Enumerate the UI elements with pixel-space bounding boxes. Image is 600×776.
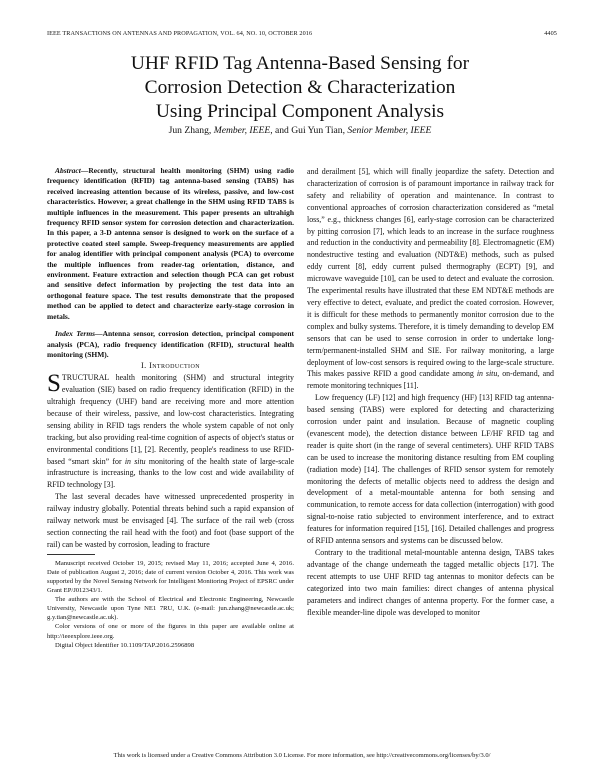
- author-role: Member, IEEE: [213, 125, 271, 136]
- right-column: [307, 166, 554, 618]
- body-paragraph: The last several decades have witnessed unprecedented prosperity in railway industry globally. Potential threats behind such a rapid expansion of railway network must be envisaged [4]. The surface of the rail web (cross section connecting the rail head with the foot) and foot (base support of the rail) can be wasted by corrosion, leading to fracture: [47, 492, 294, 549]
- title-line: UHF RFID Tag Antenna-Based Sensing for: [130, 53, 470, 74]
- drop-cap: S: [47, 370, 61, 398]
- index-terms-label: Index Terms—: [55, 329, 103, 339]
- footnote: The authors are with the School of Electrical and Electronic Engineering, Newcastle University, Newcastle upon Tyne NE1 7RU, U.K. (e-mail: jun.zhang@newcastle.ac.uk; g.y.tian@newcastle.ac.uk).: [47, 596, 294, 622]
- intro-text-end: monitoring of the health state of large-scale infrastructure is increasing, thanks to the low cost and wide availability of RFID technology [3].: [47, 456, 294, 490]
- footnote: Digital Object Identifier 10.1109/TAP.2016.2596898: [55, 641, 195, 649]
- intro-italic: in situ: [124, 456, 146, 466]
- abstract-text: Recently, structural health monitoring (SHM) using radio frequency identification (RFID) tag antenna-based sensing (TABS) has received increasing attention because of its wireless, passive, and low-cost characteristics. However, a great challenge in the SHM using RFID TABS is multiple influences in the measurement. This paper presents an ultrahigh frequency RFID sensor system for corrosion detection and characterization. In this paper, a 3-D antenna sensor is designed to work on the surface of a protective coated steel sample. Sweep-frequency measurements are applied for analog identifier with principal component analysis (PCA) to overcome the multiple influences from reader-tag orientation, distance, and environment. Feature extraction and selection though PCA can get robust and sensitive defect information by projecting the test data into an orthogonal feature space. The test results demonstrate that the proposed method can be applied to detect and characterize early-stage corrosion in metals.: [47, 166, 294, 321]
- intro-paragraph: [47, 372, 294, 491]
- section-heading: I. Introduction: [141, 361, 200, 371]
- body-text-end: , on-demand, and remote monitoring techniques [11].: [307, 369, 554, 391]
- body-text: and derailment [5], which will finally jeopardize the safety. Detection and characterization of corrosion is of paramount importance in railway track for safety and reliability of operation and maintenance. In contrast to conventional approaches of corrosion characterization considered as “metal loss,” e.g., thickness changes [6], early-stage corrosion can be characterized by pitting corrosion [7], which leads to an increase in the surface roughness and reduction in the conductivity and permeability [8]. Electromagnetic (EM) nondestructive testing and evaluation (NDT&E) methods, such as pulsed eddy current [8], eddy current pulsed thermography (ECPT) [9], and microwave waveguide [10], can be used to detect and evaluate the corrosion. The experimental results have illustrated that these EM NDT&E methods are very effective to detect, evaluate, and predict the coated corrosion. However, it is difficult for these methods to permanently monitor corrosion due to the complex and bulky systems. Therefore, it is timely demanding to develop EM sensors that can be used to sense corrosion in order to undertake long-term/permanent-installed SHM and SIE. For railway monitoring, a large deployment of low-cost sensors is required owing to the large-scale structure. This makes passive RFID a good candidate among: [307, 167, 554, 379]
- title-line: Using Principal Component Analysis: [155, 101, 445, 122]
- intro-text: TRUCTURAL health monitoring (SHM) and structural integrity evaluation (SIE) based on radio frequency identification (RFID) in the ultrahigh frequency (UHF) band are receiving more and more attention because of their wireless, passive, and low-cost characteristics. Integrating sensing ability in RFID tags renders the whole system capable of not only tracking, but also providing real-time cognition of aspects of object's status or environmental conditions [1], [2]. Recently, people's readiness to use RFID-based “smart skin” for: [47, 373, 294, 466]
- author-line: [40, 125, 560, 136]
- body-paragraph: [307, 166, 554, 392]
- body-paragraph: Contrary to the traditional metal-mountable antenna design, TABS takes advantage of the change underneath the tagged metallic objects [17]. The recent attempts to use UHF RFID tag antennas to monitor defects can be categorized into two main families: direct changes of antenna physical parameters and indirect changes of antenna property. For the former case, a flexible meander-line dipole was developed to monitor: [307, 548, 554, 617]
- left-column: [47, 166, 294, 650]
- author-joiner: , and Gui Yun Tian,: [270, 125, 345, 136]
- abstract: [47, 166, 294, 322]
- running-header: [47, 30, 557, 37]
- footnote-rule: [47, 554, 95, 555]
- journal-name: IEEE TRANSACTIONS ON ANTENNAS AND PROPAGATION, VOL. 64, NO. 10, OCTOBER 2016: [47, 30, 313, 37]
- body-paragraph: Low frequency (LF) [12] and high frequency (HF) [13] RFID tag antenna-based sensing (TABS) were explored for detecting and characterizing corrosion under paint and insulation. Because of magnetic coupling (evanescent mode), the detection distance between LF/HF RFID tag and reader is quite short (in the range of several centimeters). UHF RFID TABS can be used to increase the monitoring distance resulting from EM coupling (radiation mode) [14]. The challenges of RFID sensor system for remotely monitoring the defects of metallic objects need to address the design and development of a metal-mountable antenna for both sensing and communication, to remote access for data collection (interrogation) with good signal-to-noise ratio subjected to environment interference, and to extract features for information required [15], [16]. Detailed challenges and progress of RFID antenna sensors and systems can be discussed below.: [307, 393, 554, 546]
- index-terms: [47, 329, 294, 360]
- footnotes: [47, 559, 294, 650]
- footnote: Manuscript received October 19, 2015; revised May 11, 2016; accepted June 4, 2016. Date of publication August 2, 2016; date of current version October 4, 2016. This work was supported by the Novel Sensing Network for Intelligent Monitoring Project of EPSRC under Grant EP/J012343/1.: [47, 559, 294, 595]
- author-name: Jun Zhang,: [168, 125, 212, 136]
- license-footer: This work is licensed under a Creative Commons Attribution 3.0 License. For more information, see http://creativecommons.org/licenses/by/3.0/: [113, 752, 491, 759]
- footnote: Color versions of one or more of the figures in this paper are available online at http://ieeexplore.ieee.org.: [47, 623, 294, 640]
- paper-title: [40, 52, 560, 124]
- index-terms-text: Antenna sensor, corrosion detection, principal component analysis (PCA), radio frequency identification (RFID), structural health monitoring (SHM).: [47, 329, 294, 359]
- page-number: 4405: [544, 30, 557, 37]
- author-role: Senior Member, IEEE: [347, 125, 432, 136]
- abstract-label: Abstract—: [55, 166, 89, 175]
- title-line: Corrosion Detection & Characterization: [144, 77, 456, 98]
- body-italic: in situ: [476, 369, 498, 379]
